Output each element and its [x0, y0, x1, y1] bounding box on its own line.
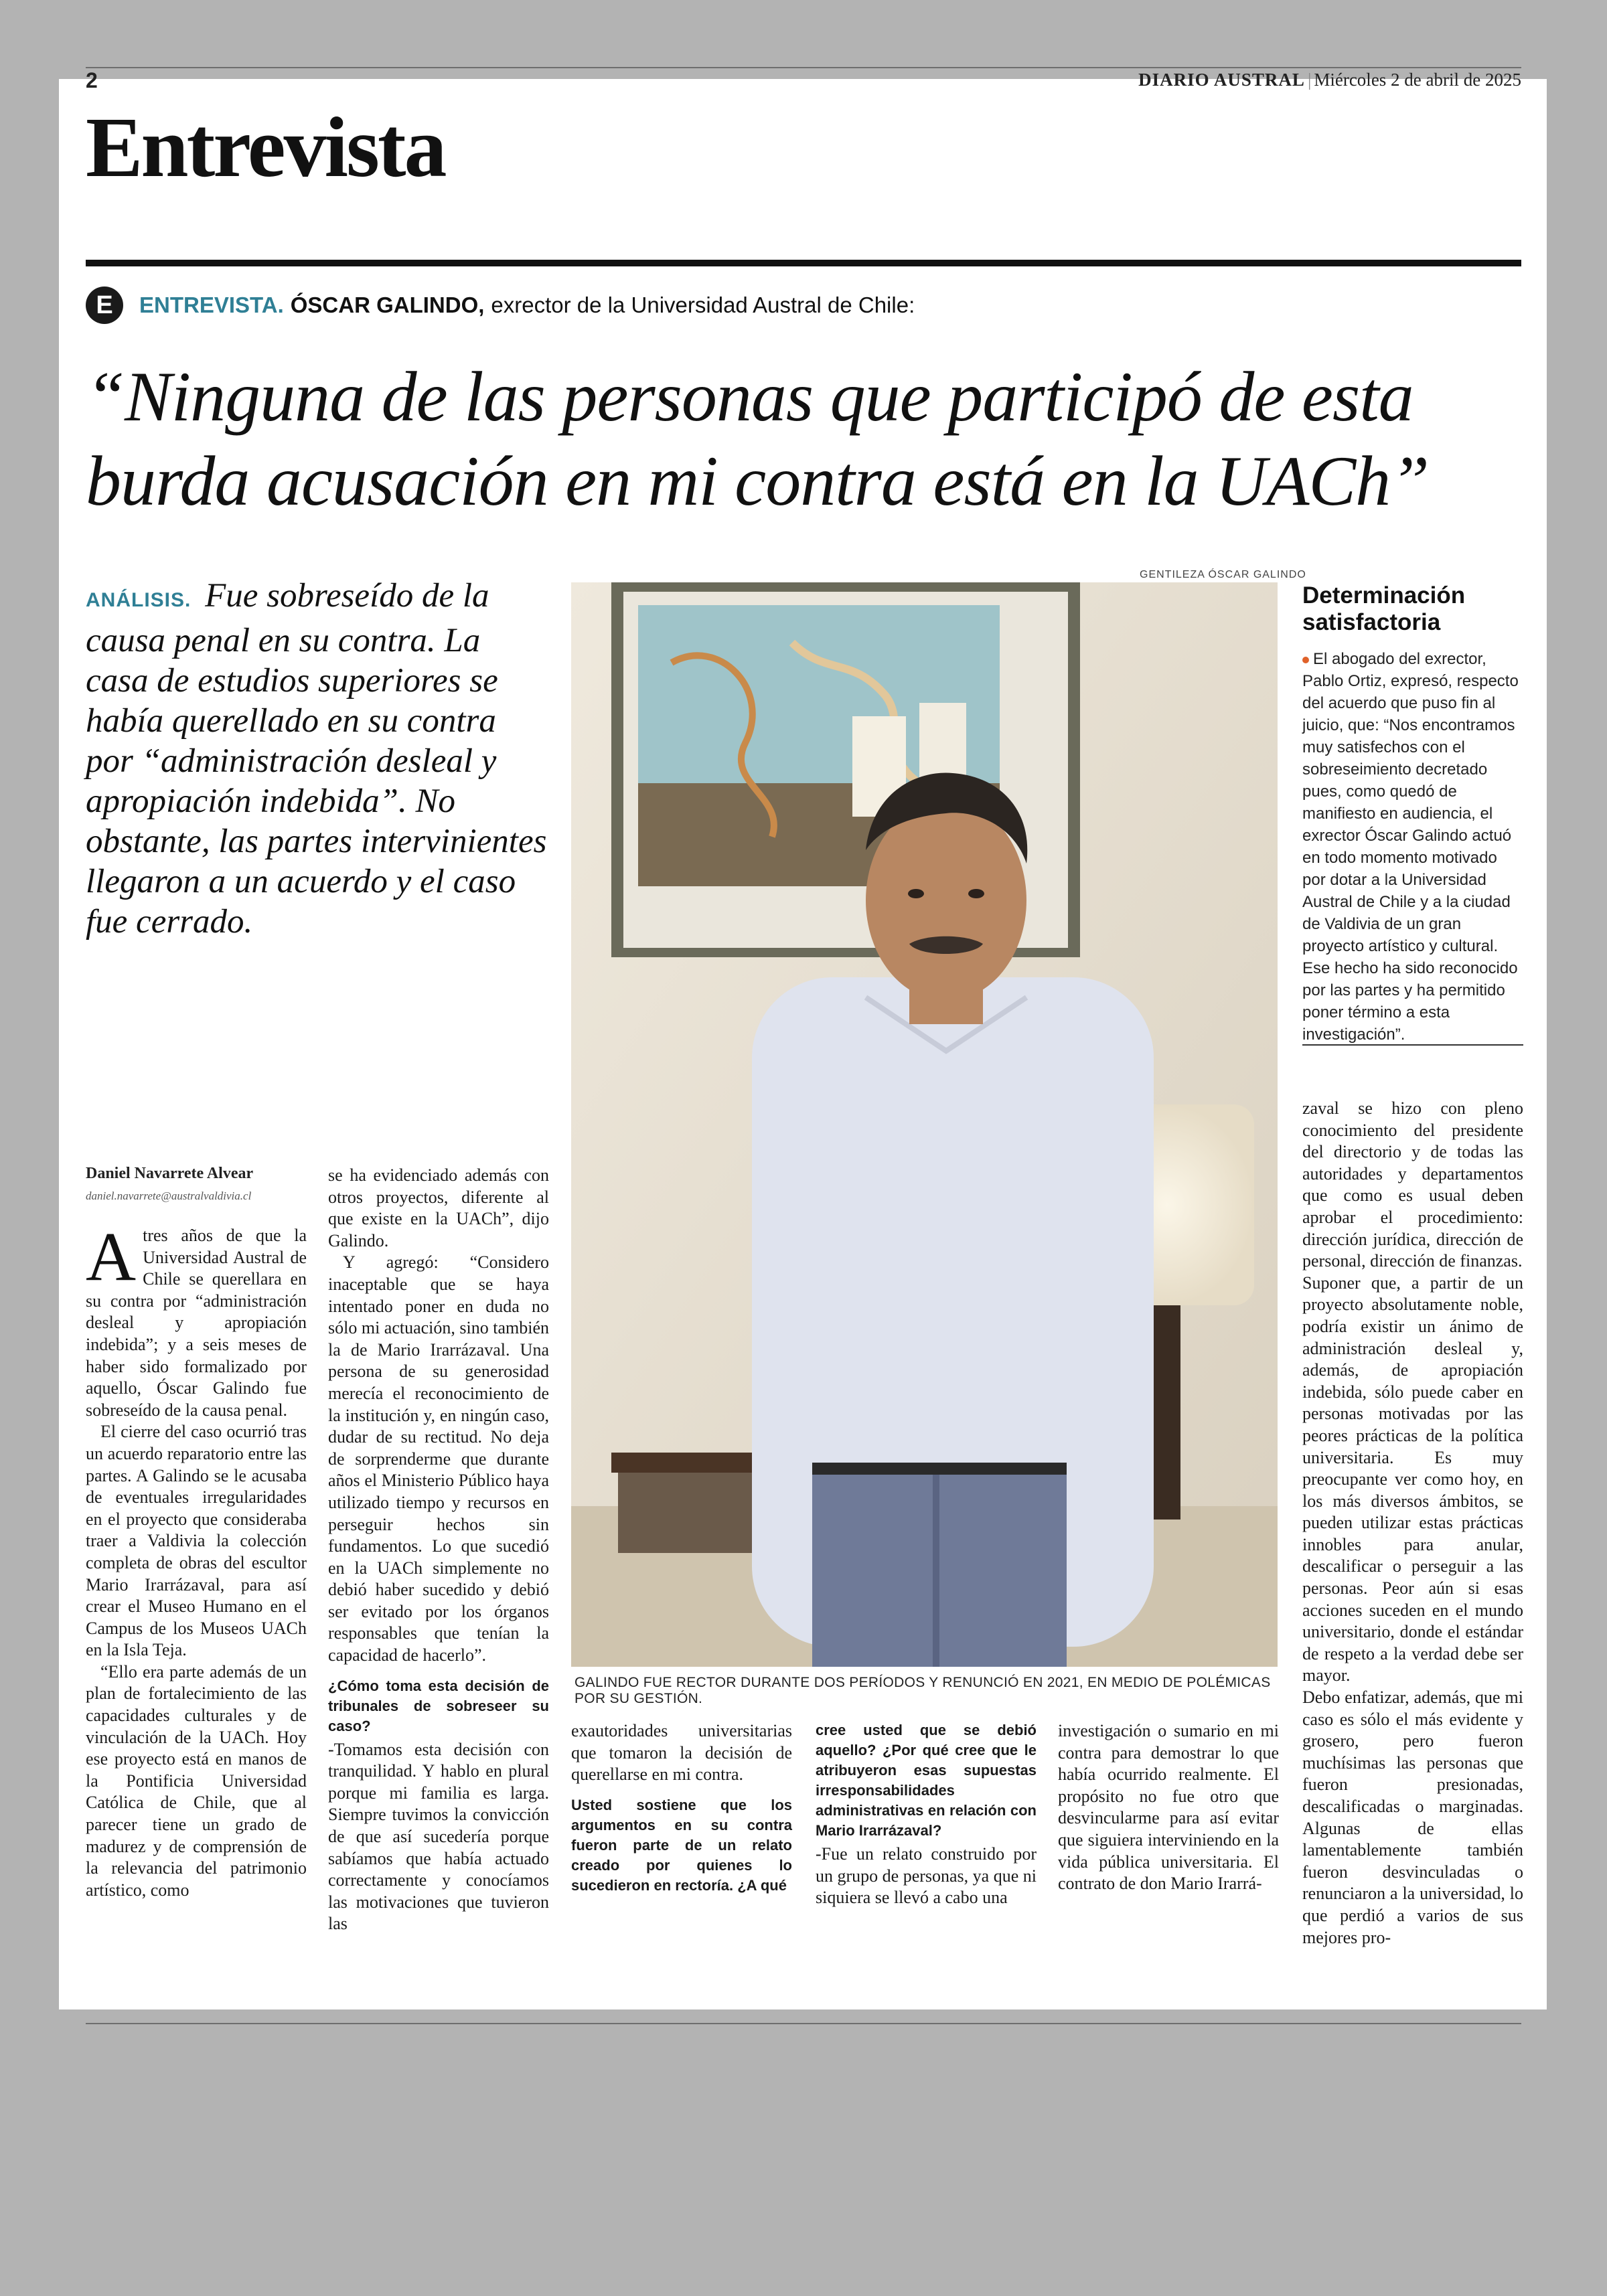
body-column-2 [328, 1165, 549, 1935]
interview-answer: -Tomamos esta decisión con tranquilidad. Y hablo en plural porque mi familia es larga. Siempre tuvimos la convicción de que así sucedería porque sabíamos que había actuado correctamente y conocíamos las motivaciones que tuvieron las [328, 1739, 549, 1934]
body-paragraph: Suponer que, a partir de un proyecto absolutamente noble, podría existir un ánimo de administración desleal y, además, de apropiación indebida, sólo puede caber en personas motivadas por las peores prácticas de la política universitaria. Es muy preocupante ver como hoy, en los más diversos ámbitos, se pueden utilizar estas prácticas innobles para anular, descalificar o perseguir a las personas. Peor aún si esas acciones suceden en el mundo universitario, donde el estándar de respeto a la verdad debe ser mayor. [1302, 1273, 1523, 1686]
body-paragraph: exautoridades universitarias que tomaron la decisión de querellarse en mi contra. [571, 1721, 792, 1785]
body-column-4 [816, 1720, 1037, 1909]
photo-caption: GALINDO FUE RECTOR DURANTE DOS PERÍODOS Y RENUNCIÓ EN 2021, EN MEDIO DE POLÉMICAS POR SU GESTIÓN. [575, 1675, 1271, 1706]
sidebar-box [1302, 582, 1523, 1046]
headline-line-2: burda acusación en mi contra está en la UACh” [86, 442, 1430, 520]
section-title: Entrevista [86, 100, 445, 195]
section-rule [86, 260, 1521, 266]
body-paragraph: El cierre del caso ocurrió tras un acuerdo reparatorio entre las partes. A Galindo se le acusaba de eventuales irregularidades en el proyecto que consideraba traer a Valdivia la colección completa de obras del escultor Mario Irarrázaval, para así crear el Museo Humano en el Campus de los Museos UACh en la Isla Teja. [86, 1422, 307, 1660]
interview-answer: -Fue un relato construido por un grupo de personas, ya que ni siquiera se llevó a cabo una [816, 1844, 1037, 1908]
body-column-3 [571, 1720, 792, 1898]
body-paragraph: Debo enfatizar, además, que mi caso es sólo el más evidente y grosero, pero fueron muchísimas las personas que fueron presionadas, descalificadas o marginadas. Algunas de ellas lamentablemente también fueron desvinculadas o renunciaron a la universidad, lo que perdió a varios de sus mejores pro- [1302, 1688, 1523, 1947]
sidebar-title: Determinación satisfactoria [1302, 582, 1466, 635]
body-column-5 [1058, 1720, 1279, 1895]
body-column-6 [1302, 1098, 1523, 1949]
lead-label: ANÁLISIS. [86, 589, 192, 611]
lead-text: Fue sobreseído de la causa penal en su contra. La casa de estudios superiores se había querellado en su contra por “administración desleal y apropiación indebida”. No obstante, las partes intervinientes llegaron a un acuerdo y el caso fue cerrado. [86, 577, 547, 940]
interview-badge-icon: E [86, 286, 123, 324]
kicker-name: ÓSCAR GALINDO, [290, 293, 485, 317]
interview-question: ¿Cómo toma esta decisión de tribunales de sobreseer su caso? [328, 1677, 549, 1734]
masthead [1138, 70, 1521, 90]
sidebar-rule [1302, 1044, 1523, 1046]
kicker-label: ENTREVISTA. [139, 293, 284, 317]
kicker [86, 286, 915, 324]
byline [86, 1165, 307, 1203]
body-paragraph: se ha evidenciado además con otros proyectos, diferente al que existe en la UACh”, dijo Galindo. [328, 1165, 549, 1250]
bottom-rule [86, 2023, 1521, 2024]
portrait-illustration [571, 582, 1278, 1667]
masthead-separator: | [1307, 70, 1312, 90]
sidebar-body: El abogado del exrector, Pablo Ortiz, expresó, respecto del acuerdo que puso fin al juicio, que: “Nos encontramos muy satisfechos con el sobreseimiento decretado pues, como quedó de manifiesto en audiencia, el exrector Óscar Galindo actuó en todo momento motivado por dotar a la Universidad Austral de Chile y a la ciudad de Valdivia de un gran proyecto artístico y cultural. Ese hecho ha sido reconocido por las partes y ha permitido poner término a esta investigación”. [1302, 650, 1519, 1044]
publication-date: Miércoles 2 de abril de 2025 [1314, 70, 1521, 90]
drop-cap: A [86, 1218, 137, 1295]
headline-line-1: “Ninguna de las personas que participó de esta [86, 357, 1413, 436]
lead-paragraph [86, 576, 548, 942]
author-name: Daniel Navarrete Alvear [86, 1165, 254, 1182]
kicker-description: exrector de la Universidad Austral de Chile: [491, 293, 915, 317]
top-rule [86, 67, 1521, 68]
body-paragraph: investigación o sumario en mi contra para demostrar lo que había ocurrido realmente. El propósito no fue otro que desvincularme para así evitar que siguiera interviniendo en la vida pública universitaria. El contrato de don Mario Irarrá- [1058, 1721, 1279, 1894]
body-paragraph: “Ello era parte además de un plan de fortalecimiento de las capacidades culturales y de vinculación de la UACh. Hoy ese proyecto está en manos de la Pontificia Universidad Católica de Chile, que al parecer tiene un grado de madurez y de comprensión de la relevancia del patrimonio artístico, como [86, 1661, 307, 1900]
interview-question: Usted sostiene que los argumentos en su contra fueron parte de un relato creado por quienes lo sucedieron en rectoría. ¿A qué [571, 1796, 792, 1894]
body-column-1 [86, 1218, 307, 1901]
portrait-photo [571, 582, 1278, 1667]
body-paragraph: zaval se hizo con pleno conocimiento del presidente del directorio y de todas las autoridades y departamentos que como es usual deben aprobar el procedimiento: dirección jurídica, dirección de personal, dirección de finanzas. [1302, 1098, 1523, 1271]
body-text: tres años de que la Universidad Austral de Chile se querellara en su contra por “administración desleal y apropiación indebida”; y a seis meses de haber sido formalizado por aquello, Óscar Galindo fue sobreseído de la causa penal. [86, 1226, 307, 1420]
photo-credit: GENTILEZA ÓSCAR GALINDO [1140, 569, 1306, 580]
body-paragraph [86, 1218, 307, 1421]
author-email: daniel.navarrete@australvaldivia.cl [86, 1190, 252, 1202]
body-paragraph: Y agregó: “Considero inaceptable que se haya intentado poner en duda no sólo mi actuación, sino también la de Mario Irarrázaval. Una persona de su generosidad merecía el reconocimiento de la institución y, en ningún caso, dudar de su rectitud. No deja de sorprenderme que durante años el Ministerio Público haya utilizado tiempo y recursos en perseguir hechos sin fundamentos. Lo que sucedió en la UACh simplemente no debió haber sucedido y debió ser evitado por los órganos responsables que tenían la capacidad de hacerlo”. [328, 1252, 549, 1665]
headline [86, 355, 1521, 523]
bullet-dot-icon [1302, 657, 1309, 663]
sidebar-text [1302, 648, 1523, 1046]
publication-name: DIARIO AUSTRAL [1138, 70, 1305, 90]
page-number: 2 [86, 68, 98, 92]
interview-question: cree usted que se debió aquello? ¿Por qué cree que le atribuyeron esas supuestas irresponsabilidades administrativas en relación con Mario Irarrázaval? [816, 1722, 1037, 1839]
